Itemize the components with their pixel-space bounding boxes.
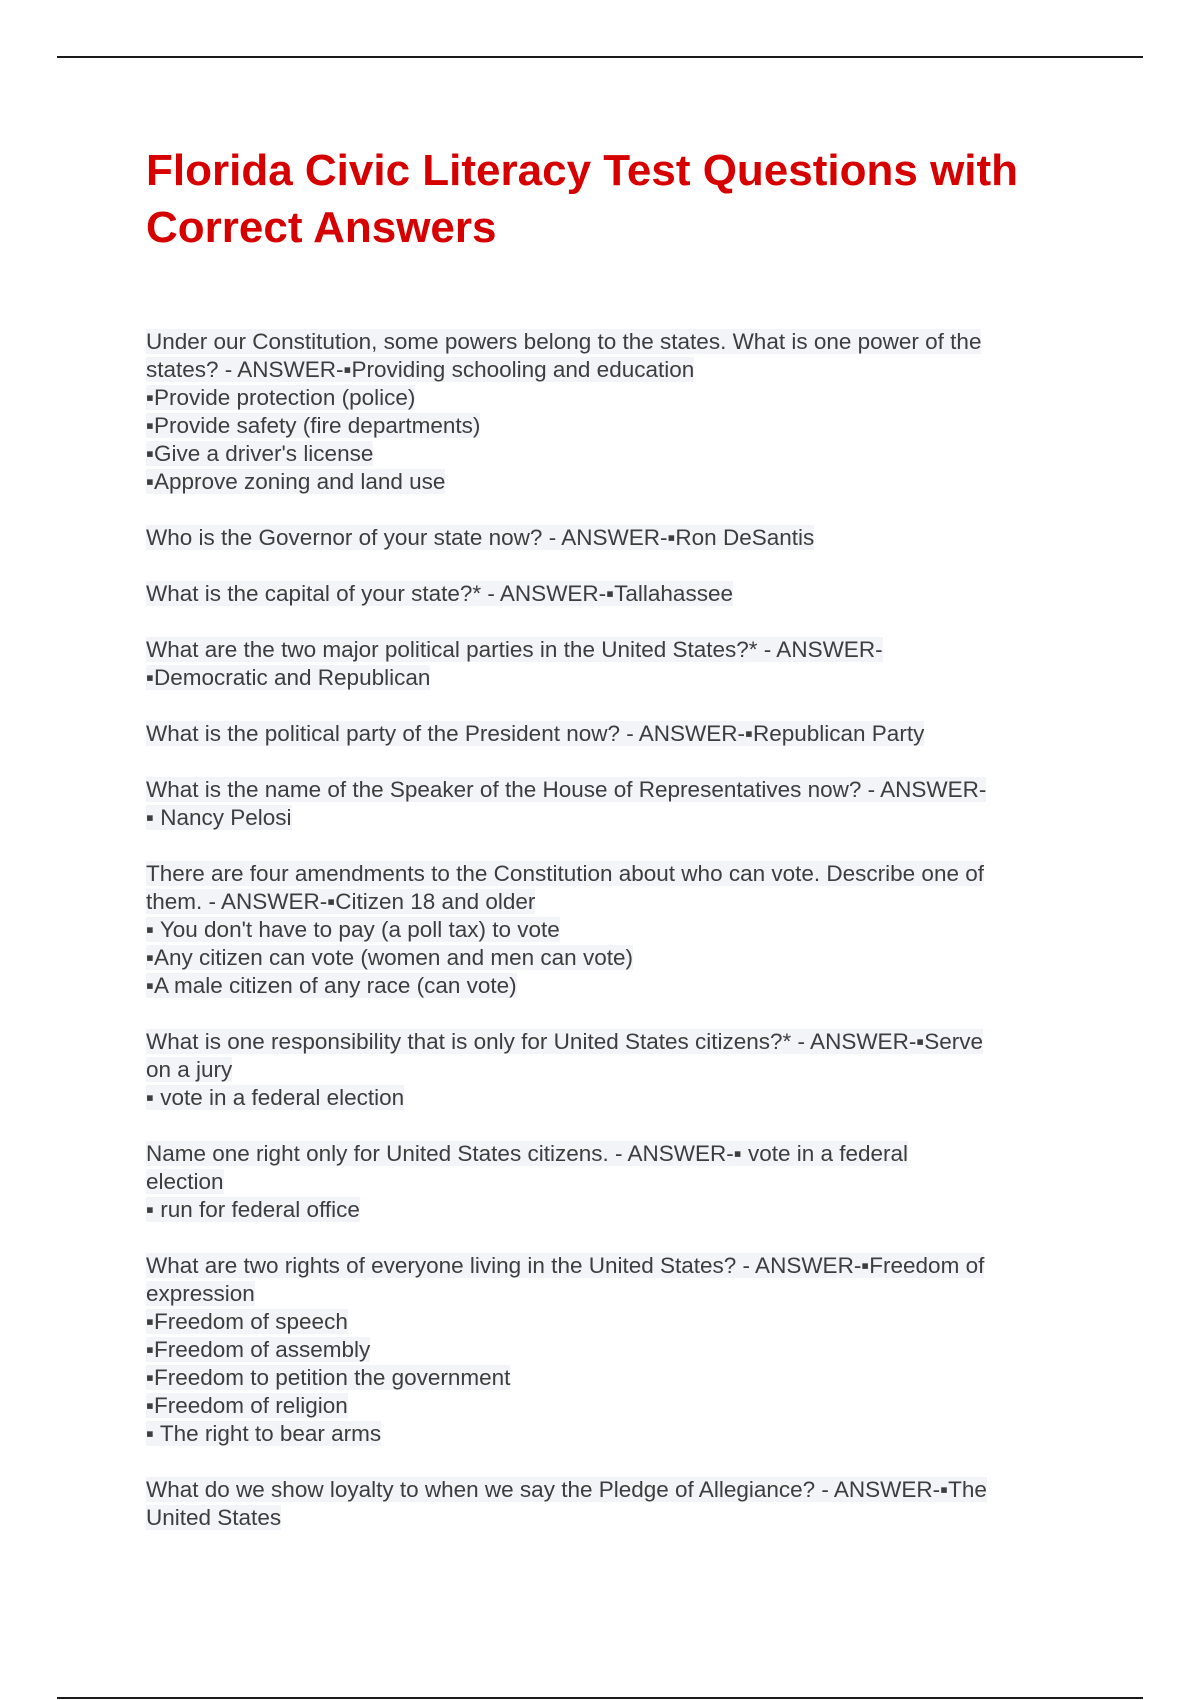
qa-line — [146, 972, 1066, 1000]
qa-line — [146, 1280, 1066, 1308]
qa-line — [146, 1504, 1066, 1532]
qa-item — [146, 328, 1066, 496]
qa-line-text: What is one responsibility that is only for United States citizens?* - ANSWER-▪Serve — [146, 1029, 984, 1054]
qa-line-text: What is the capital of your state?* - ANSWER-▪Tallahassee — [146, 581, 733, 606]
qa-item — [146, 860, 1066, 1000]
document-body — [146, 142, 1066, 1560]
qa-line — [146, 720, 1066, 748]
qa-line — [146, 580, 1066, 608]
qa-line-text: election — [146, 1169, 224, 1194]
qa-line — [146, 384, 1066, 412]
qa-line — [146, 1392, 1066, 1420]
qa-line — [146, 1364, 1066, 1392]
qa-line-text: ▪Freedom of assembly — [146, 1337, 371, 1362]
qa-line — [146, 1336, 1066, 1364]
qa-list — [146, 328, 1066, 1532]
qa-item — [146, 1476, 1066, 1532]
qa-line — [146, 860, 1066, 888]
qa-item — [146, 636, 1066, 692]
qa-line-text: Name one right only for United States citizens. - ANSWER-▪ vote in a federal — [146, 1141, 909, 1166]
qa-line-text: There are four amendments to the Constitution about who can vote. Describe one of — [146, 861, 984, 886]
qa-line — [146, 944, 1066, 972]
qa-item — [146, 1028, 1066, 1112]
qa-line-text: Who is the Governor of your state now? - ANSWER-▪Ron DeSantis — [146, 525, 815, 550]
qa-line-text: expression — [146, 1281, 255, 1306]
qa-line — [146, 1252, 1066, 1280]
qa-line — [146, 356, 1066, 384]
qa-line — [146, 1476, 1066, 1504]
qa-line — [146, 1028, 1066, 1056]
qa-line — [146, 524, 1066, 552]
qa-line — [146, 328, 1066, 356]
qa-line-text: ▪Provide protection (police) — [146, 385, 416, 410]
qa-item — [146, 1140, 1066, 1224]
qa-line-text: ▪ Nancy Pelosi — [146, 805, 292, 830]
qa-item — [146, 720, 1066, 748]
qa-item — [146, 524, 1066, 552]
qa-line-text: ▪Freedom to petition the government — [146, 1365, 511, 1390]
qa-line-text: ▪ vote in a federal election — [146, 1085, 405, 1110]
qa-line-text: on a jury — [146, 1057, 233, 1082]
qa-line — [146, 804, 1066, 832]
qa-line-text: ▪Provide safety (fire departments) — [146, 413, 481, 438]
qa-line — [146, 1420, 1066, 1448]
bottom-rule — [57, 1697, 1143, 1699]
qa-line — [146, 1168, 1066, 1196]
qa-line — [146, 1140, 1066, 1168]
qa-line — [146, 468, 1066, 496]
qa-line — [146, 636, 1066, 664]
qa-line — [146, 776, 1066, 804]
qa-item — [146, 776, 1066, 832]
qa-line-text: ▪ run for federal office — [146, 1197, 360, 1222]
qa-line-text: ▪Any citizen can vote (women and men can vote) — [146, 945, 633, 970]
qa-line-text: Under our Constitution, some powers belong to the states. What is one power of the — [146, 329, 982, 354]
top-rule — [57, 56, 1143, 58]
qa-line-text: ▪ The right to bear arms — [146, 1421, 382, 1446]
qa-line-text: What is the name of the Speaker of the House of Representatives now? - ANSWER- — [146, 777, 987, 802]
qa-line — [146, 1196, 1066, 1224]
qa-line-text: United States — [146, 1505, 282, 1530]
qa-line — [146, 412, 1066, 440]
qa-line-text: What are the two major political parties in the United States?* - ANSWER- — [146, 637, 883, 662]
qa-line — [146, 1308, 1066, 1336]
qa-line-text: ▪Approve zoning and land use — [146, 469, 446, 494]
qa-line-text: ▪Give a driver's license — [146, 441, 374, 466]
qa-line-text: them. - ANSWER-▪Citizen 18 and older — [146, 889, 536, 914]
qa-line-text: ▪Freedom of religion — [146, 1393, 348, 1418]
qa-line-text: What are two rights of everyone living in the United States? - ANSWER-▪Freedom of — [146, 1253, 985, 1278]
qa-line-text: ▪ You don't have to pay (a poll tax) to vote — [146, 917, 560, 942]
document-title: Florida Civic Literacy Test Questions with Correct Answers — [146, 146, 1019, 252]
qa-item — [146, 1252, 1066, 1448]
qa-line-text: ▪A male citizen of any race (can vote) — [146, 973, 517, 998]
qa-line-text: ▪Freedom of speech — [146, 1309, 348, 1334]
qa-line-text: What is the political party of the President now? - ANSWER-▪Republican Party — [146, 721, 925, 746]
qa-line — [146, 1056, 1066, 1084]
qa-line — [146, 1084, 1066, 1112]
qa-line — [146, 888, 1066, 916]
qa-line — [146, 916, 1066, 944]
qa-line-text: ▪Democratic and Republican — [146, 665, 431, 690]
qa-line — [146, 440, 1066, 468]
qa-line-text: states? - ANSWER-▪Providing schooling and education — [146, 357, 695, 382]
qa-line-text: What do we show loyalty to when we say the Pledge of Allegiance? - ANSWER-▪The — [146, 1477, 987, 1502]
qa-line — [146, 664, 1066, 692]
qa-item — [146, 580, 1066, 608]
